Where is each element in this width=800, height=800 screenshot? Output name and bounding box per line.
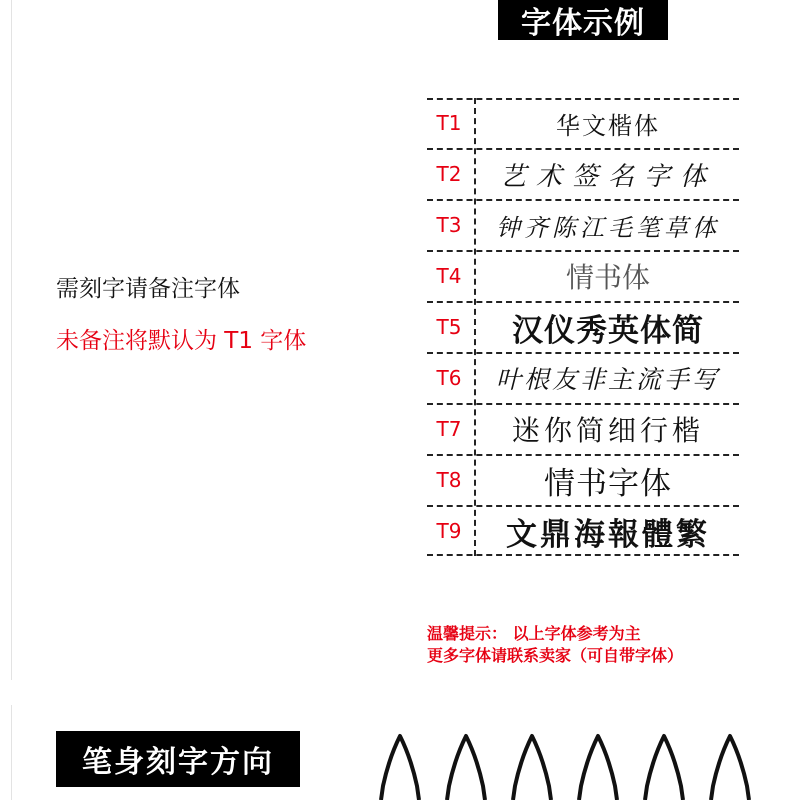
font-code: T6 xyxy=(436,366,462,390)
font-sample: 汉仪秀英体简 xyxy=(512,312,704,349)
left-divider-lower xyxy=(11,705,12,800)
font-code: T1 xyxy=(436,111,462,135)
tip-line: 更多字体请联系卖家（可自带字体） xyxy=(427,646,684,665)
font-sample: 情书体 xyxy=(565,261,650,294)
font-code: T5 xyxy=(436,315,462,339)
table-row xyxy=(427,404,739,454)
font-sample: 情书字体 xyxy=(544,465,672,502)
font-sample-table xyxy=(427,98,739,556)
font-sample: 华文楷体 xyxy=(556,111,660,140)
font-sample: 文鼎海報體繁 xyxy=(506,516,710,553)
table-row xyxy=(427,98,739,148)
font-code: T8 xyxy=(436,468,462,492)
pen-tip-icon xyxy=(447,736,485,800)
left-divider xyxy=(11,0,12,680)
table-row xyxy=(427,200,739,250)
font-sample: 叶根友非主流手写 xyxy=(495,365,720,394)
table-row xyxy=(427,353,739,403)
table-row xyxy=(427,506,739,556)
font-code: T9 xyxy=(436,519,462,543)
font-code: T4 xyxy=(436,264,462,288)
font-code: T7 xyxy=(436,417,462,441)
pen-tip-illustration xyxy=(375,728,755,800)
table-row xyxy=(427,149,739,199)
default-font-note: 未备注将默认为 T1 字体 xyxy=(56,328,307,354)
page-title: 字体示例 xyxy=(498,0,668,40)
engraving-note: 需刻字请备注字体 xyxy=(56,276,240,302)
table-row xyxy=(427,251,739,301)
pen-tip-icon xyxy=(513,736,551,800)
section-title: 笔身刻字方向 xyxy=(56,731,300,787)
pen-tip-icon xyxy=(381,736,419,800)
font-sample: 艺术签名字体 xyxy=(499,161,716,192)
tip-line: 温馨提示： 以上字体参考为主 xyxy=(427,624,641,643)
table-rule xyxy=(427,554,739,556)
font-code: T3 xyxy=(436,213,462,237)
font-sample: 迷你简细行楷 xyxy=(511,414,704,447)
pen-tip-icon xyxy=(579,736,617,800)
pen-tip-icon xyxy=(645,736,683,800)
font-code: T2 xyxy=(436,162,462,186)
pen-tip-icon xyxy=(711,736,749,800)
table-row xyxy=(427,302,739,352)
font-sample: 钟齐陈江毛笔草体 xyxy=(496,213,720,242)
table-row xyxy=(427,455,739,505)
